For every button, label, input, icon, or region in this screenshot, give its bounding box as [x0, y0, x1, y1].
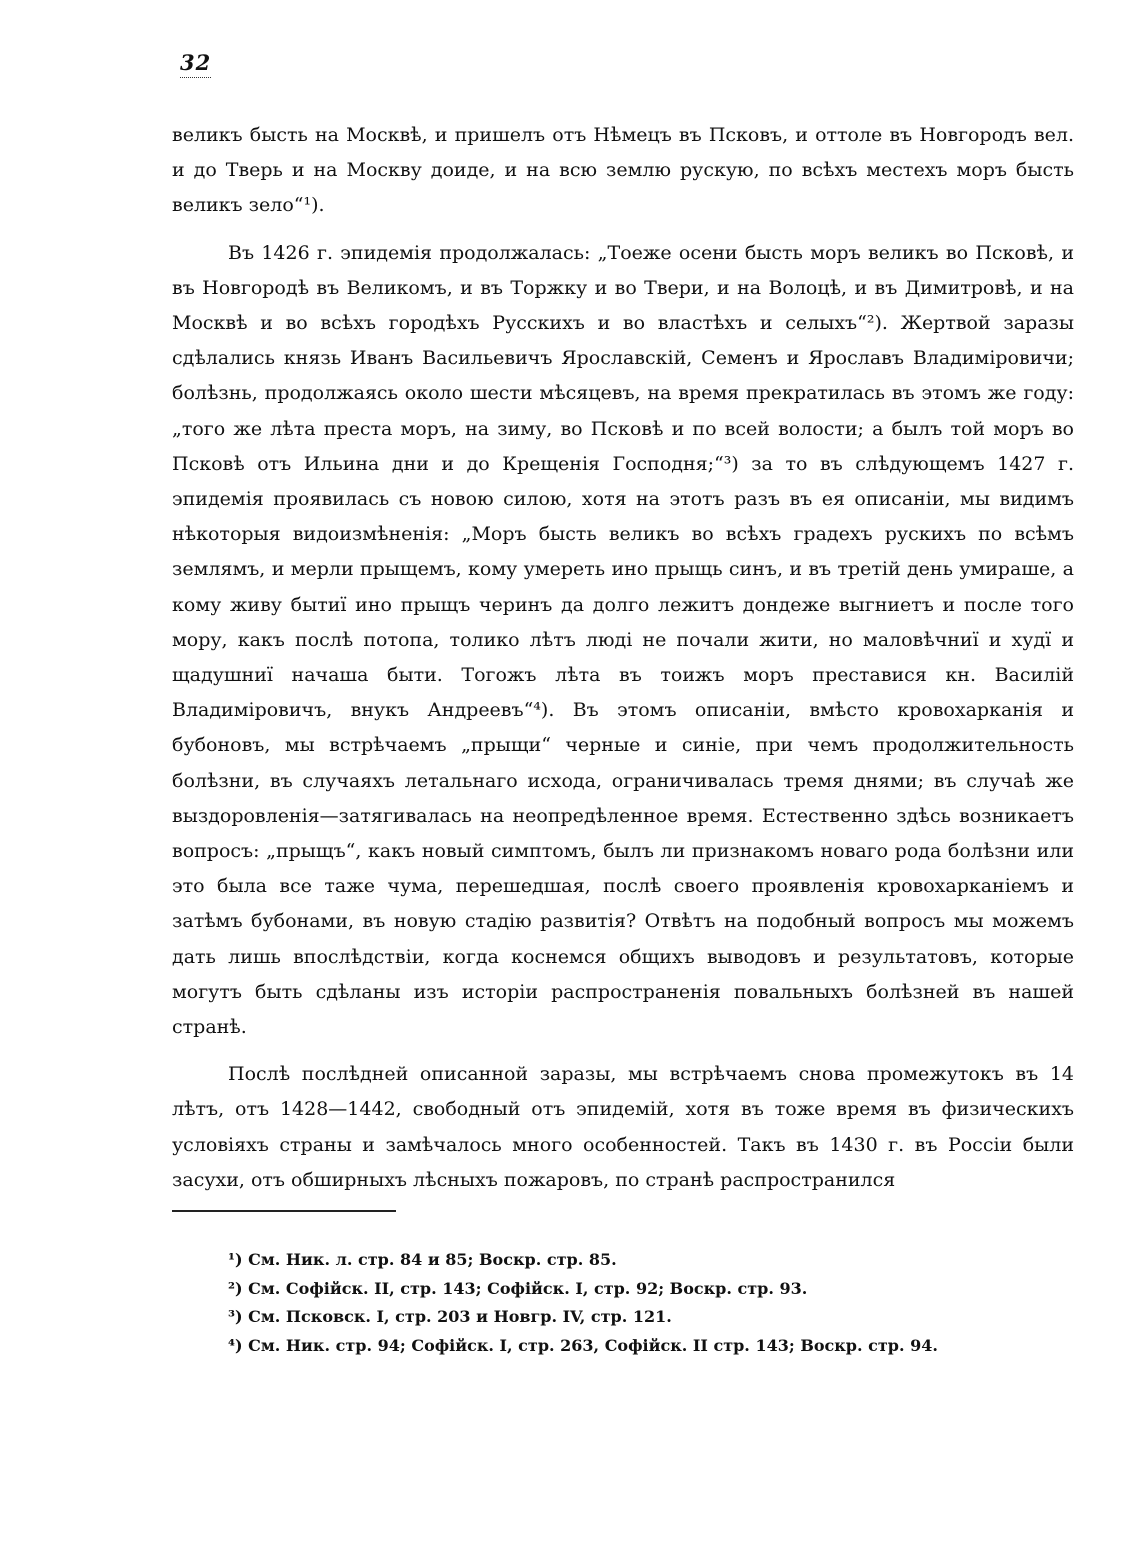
footnote-separator: [172, 1210, 396, 1212]
paragraph-continuation: великъ бысть на Москвѣ, и пришелъ отъ Нѣмецъ въ Псковъ, и оттоле въ Новгородъ вел. и до Тверь и на Москву доиде, и на всю землю рускую, по всѣхъ местехъ моръ бысть великъ зело“¹).: [172, 124, 1074, 217]
footnotes: [228, 1246, 1048, 1360]
footnote-3: ³) См. Псковск. I, стр. 203 и Новгр. IV, стр. 121.: [228, 1307, 672, 1327]
paragraph-interval-1428-1442: Послѣ послѣдней описанной заразы, мы встрѣчаемъ снова промежутокъ въ 14 лѣтъ, отъ 1428—1442, свободный отъ эпидемій, хотя въ тоже время въ физическихъ условіяхъ страны и замѣчалось много особенностей. Такъ въ 1430 г. въ Россіи были засухи, отъ обширныхъ лѣсныхъ пожаровъ, по странѣ распространился: [172, 1063, 1074, 1191]
footnote-2: ²) См. Софійск. II, стр. 143; Софійск. I, стр. 92; Воскр. стр. 93.: [228, 1278, 808, 1298]
page-number: 32: [180, 50, 211, 78]
footnote-4: ⁴) См. Ник. стр. 94; Софійск. I, стр. 263, Софійск. II стр. 143; Воскр. стр. 94.: [228, 1335, 938, 1355]
footnote-1: ¹) См. Ник. л. стр. 84 и 85; Воскр. стр. 85.: [228, 1250, 617, 1269]
paragraph-epidemic-1426: Въ 1426 г. эпидемія продолжалась: „Тоеже осени бысть моръ великъ во Псковѣ, и въ Новгородѣ въ Великомъ, и въ Торжку и во Твери, и на Волоцѣ, и въ Димитровѣ, и на Москвѣ и во всѣхъ городѣхъ Русскихъ и во властѣхъ и селыхъ“²). Жертвой заразы сдѣлались князь Иванъ Васильевичъ Ярославскій, Семенъ и Ярославъ Владиміровичи; болѣзнь, продолжаясь около шести мѣсяцевъ, на время прекратилась въ этомъ же году: „того же лѣта преста моръ, на зиму, во Псковѣ и по всей волости; а былъ той моръ во Псковѣ отъ Ильина дни и до Крещенія Господня;“³) за то въ слѣдующемъ 1427 г. эпидемія проявилась съ новою силою, хотя на этотъ разъ въ ея описаніи, мы видимъ нѣкоторыя видоизмѣненія: „Моръ бысть великъ во всѣхъ градехъ рускихъ по всѣмъ землямъ, и мерли прыщемъ, кому умереть ино прыщь синъ, и въ третій день умираше, а кому живу бытиї ино прыщъ черинъ да долго лежитъ дондеже выгниетъ и после того мору, какъ послѣ потопа, толико лѣтъ люді не почали жити, но маловѣчниї и худї и щадушниї начаша быти. Тогожъ лѣта въ тоижъ моръ преставися кн. Василій Владиміровичъ, внукъ Андреевъ“⁴). Въ этомъ описаніи, вмѣсто кровохарканія и бубоновъ, мы встрѣчаемъ „прыщи“ черные и синіе, при чемъ продолжительность болѣзни, въ случаяхъ летальнаго исхода, ограничивалась тремя днями; въ случаѣ же выздоровленія—затягивалась на неопредѣленное время. Естественно здѣсь возникаетъ вопросъ: „прыщъ“, какъ новый симптомъ, былъ ли признакомъ новаго рода болѣзни или это была все таже чума, перешедшая, послѣ своего проявленія кровохарканіемъ и затѣмъ бубонами, въ новую стадію развитія? Отвѣтъ на подобный вопросъ мы можемъ дать лишь впослѣдствіи, когда коснемся общихъ выводовъ и результатовъ, которые могутъ быть сдѣланы изъ исторіи распространенія повальныхъ болѣзней въ нашей странѣ.: [172, 241, 1074, 1039]
body-text: [172, 118, 1074, 1198]
